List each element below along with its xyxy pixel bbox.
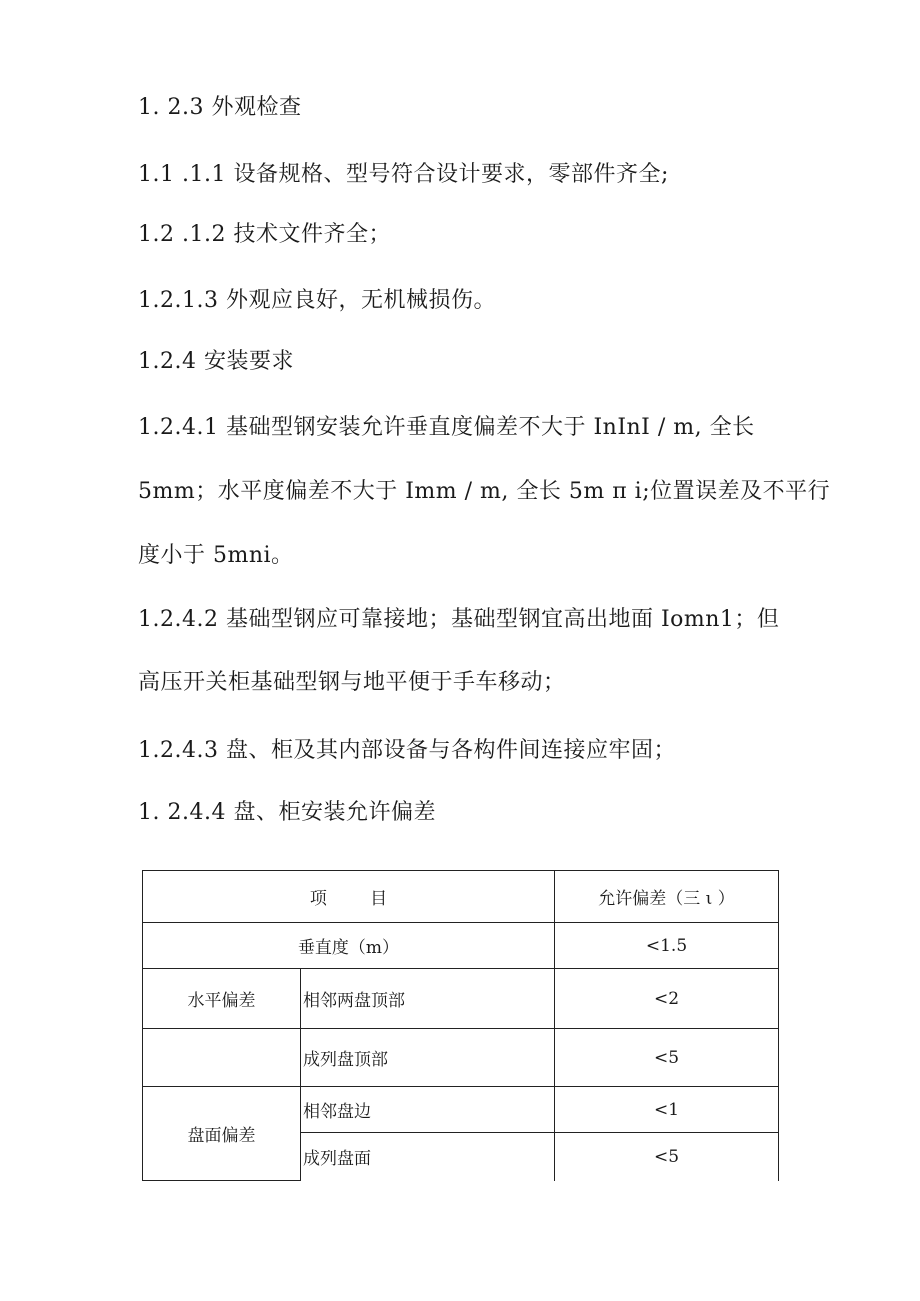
- paragraph-1-2-4-2-line2: 高压开关柜基础型钢与地平便于手车移动；: [138, 670, 566, 695]
- tolerance-table-container: [142, 870, 779, 1181]
- empty-group-cell: [143, 1029, 301, 1087]
- table-header-row: [143, 871, 779, 923]
- face-row-value-cell: <5: [555, 1133, 779, 1181]
- level-row-label-cell: 成列盘顶部: [301, 1029, 555, 1087]
- vertical-value-cell: <1.5: [555, 923, 779, 969]
- tolerance-table: [142, 870, 779, 1181]
- paragraph-1-2-1-2: 1.2 .1.2 技术文件齐全；: [138, 222, 391, 247]
- vertical-label-cell: 垂直度（m）: [143, 923, 555, 969]
- level-row-value-cell: <5: [555, 1029, 779, 1087]
- paragraph-1-2-4-1-line1: 1.2.4.1 基础型钢安装允许垂直度偏差不大于 InInI / m, 全长: [138, 415, 755, 440]
- level-group-cell: 水平偏差: [143, 969, 301, 1029]
- face-adjacent-label-cell: 相邻盘边: [301, 1087, 555, 1133]
- header-item-cell: 项 目: [143, 871, 555, 923]
- section-heading-1-2-4: 1.2.4 安装要求: [138, 349, 294, 374]
- table-row: [143, 969, 779, 1029]
- level-adjacent-value-cell: <2: [555, 969, 779, 1029]
- section-heading-1-2-3: 1. 2.3 外观检查: [138, 95, 302, 120]
- header-tolerance-cell: 允许偏差（三 ι ）: [555, 871, 779, 923]
- paragraph-1-2-4-3: 1.2.4.3 盘、柜及其内部设备与各构件间连接应牢固；: [138, 738, 676, 763]
- paragraph-1-2-4-4: 1. 2.4.4 盘、柜安装允许偏差: [138, 800, 436, 825]
- paragraph-1-1-1-1: 1.1 .1.1 设备规格、型号符合设计要求，零部件齐全;: [138, 162, 669, 187]
- paragraph-1-2-4-2-line1: 1.2.4.2 基础型钢应可靠接地；基础型钢宜高出地面 Iomn1；但: [138, 607, 780, 632]
- table-row: [143, 1087, 779, 1133]
- table-row: [143, 1029, 779, 1087]
- paragraph-1-2-4-1-line2: 5mm；水平度偏差不大于 Imm / m, 全长 5m π i;位置误差及不平行: [138, 479, 831, 504]
- paragraph-1-2-1-3: 1.2.1.3 外观应良好，无机械损伤。: [138, 288, 496, 313]
- paragraph-1-2-4-1-line3: 度小于 5mni。: [138, 543, 294, 568]
- face-row-label-cell: 成列盘面: [301, 1133, 555, 1181]
- table-row: [143, 923, 779, 969]
- face-adjacent-value-cell: <1: [555, 1087, 779, 1133]
- face-group-cell: 盘面偏差: [143, 1087, 301, 1181]
- level-adjacent-label-cell: 相邻两盘顶部: [301, 969, 555, 1029]
